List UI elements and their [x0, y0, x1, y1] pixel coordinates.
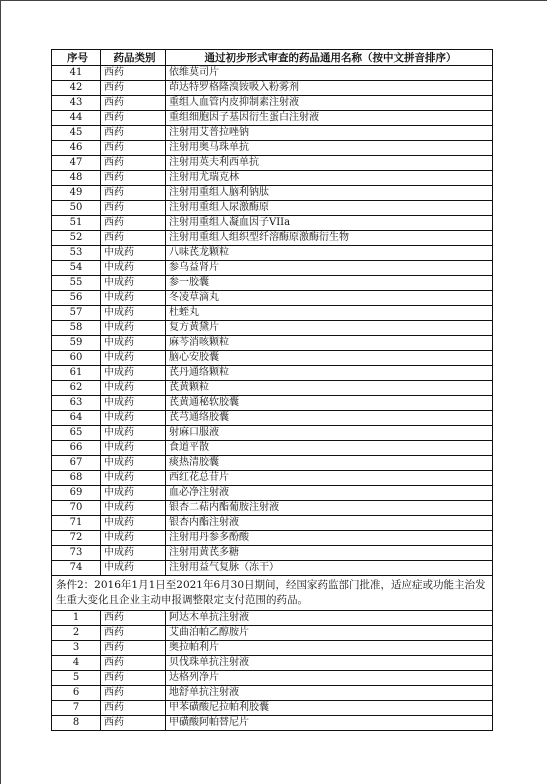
table-row [52, 81, 493, 96]
row-number: 4 [52, 656, 101, 671]
row-drug-name: 地舒单抗注射液 [166, 686, 493, 701]
table-row [52, 396, 493, 411]
row-number: 67 [52, 456, 101, 471]
row-category: 西药 [101, 186, 166, 201]
row-number: 45 [52, 126, 101, 141]
row-number: 62 [52, 381, 101, 396]
row-drug-name: 注射用奥马珠单抗 [166, 141, 493, 156]
row-number: 48 [52, 171, 101, 186]
row-category: 中成药 [101, 486, 166, 501]
row-category: 西药 [101, 701, 166, 716]
row-drug-name: 血必净注射液 [166, 486, 493, 501]
table-row [52, 501, 493, 516]
row-category: 西药 [101, 66, 166, 81]
table-row [52, 441, 493, 456]
table-row [52, 156, 493, 171]
row-category: 西药 [101, 626, 166, 641]
row-category: 西药 [101, 686, 166, 701]
row-drug-name: 贝伐珠单抗注射液 [166, 656, 493, 671]
row-category: 西药 [101, 126, 166, 141]
table-row [52, 111, 493, 126]
row-number: 2 [52, 626, 101, 641]
row-category: 中成药 [101, 426, 166, 441]
table-row [52, 126, 493, 141]
table-row [52, 336, 493, 351]
row-drug-name: 注射用重组人组织型纤溶酶原激酶衍生物 [166, 231, 493, 246]
row-drug-name: 食道平散 [166, 441, 493, 456]
row-number: 70 [52, 501, 101, 516]
row-number: 68 [52, 471, 101, 486]
table-header-row [52, 50, 493, 66]
page-left-edge [0, 0, 1, 784]
row-drug-name: 注射用重组人脑利钠肽 [166, 186, 493, 201]
row-category: 中成药 [101, 561, 166, 576]
row-category: 中成药 [101, 546, 166, 561]
table-row [52, 321, 493, 336]
row-category: 西药 [101, 716, 166, 731]
table-row [52, 626, 493, 641]
row-category: 西药 [101, 656, 166, 671]
table-row [52, 656, 493, 671]
row-category: 西药 [101, 171, 166, 186]
row-drug-name: 注射用丹参多酚酸 [166, 531, 493, 546]
table-row [52, 381, 493, 396]
row-category: 西药 [101, 81, 166, 96]
row-category: 中成药 [101, 471, 166, 486]
table-row [52, 66, 493, 81]
row-category: 中成药 [101, 306, 166, 321]
row-category: 中成药 [101, 516, 166, 531]
row-number: 54 [52, 261, 101, 276]
row-number: 64 [52, 411, 101, 426]
row-number: 8 [52, 716, 101, 731]
row-drug-name: 参乌益肾片 [166, 261, 493, 276]
row-drug-name: 银杏内酯注射液 [166, 516, 493, 531]
table-row [52, 611, 493, 626]
table-row [52, 246, 493, 261]
row-drug-name: 芪黄颗粒 [166, 381, 493, 396]
table-row [52, 411, 493, 426]
page-top-edge [0, 0, 547, 1]
row-drug-name: 注射用英夫利西单抗 [166, 156, 493, 171]
row-number: 3 [52, 641, 101, 656]
table-row [52, 261, 493, 276]
row-category: 中成药 [101, 366, 166, 381]
table-row [52, 546, 493, 561]
table-row [52, 561, 493, 576]
table-body-condition-2 [52, 611, 493, 731]
row-category: 西药 [101, 611, 166, 626]
row-number: 73 [52, 546, 101, 561]
row-drug-name: 重组细胞因子基因衍生蛋白注射液 [166, 111, 493, 126]
row-drug-name: 注射用尤瑞克林 [166, 171, 493, 186]
row-drug-name: 甲磺酸阿帕替尼片 [166, 716, 493, 731]
row-drug-name: 芪芎通络胶囊 [166, 411, 493, 426]
table-row [52, 141, 493, 156]
row-category: 中成药 [101, 321, 166, 336]
row-category: 西药 [101, 96, 166, 111]
table-row [52, 516, 493, 531]
table-row [52, 351, 493, 366]
row-category: 中成药 [101, 531, 166, 546]
row-category: 西药 [101, 671, 166, 686]
table-row [52, 701, 493, 716]
row-drug-name: 复方黄黛片 [166, 321, 493, 336]
row-category: 西药 [101, 156, 166, 171]
row-number: 59 [52, 336, 101, 351]
row-drug-name: 杜蛭丸 [166, 306, 493, 321]
condition-note-row [52, 576, 493, 611]
table-row [52, 641, 493, 656]
row-number: 65 [52, 426, 101, 441]
row-drug-name: 注射用重组人凝血因子VIIa [166, 216, 493, 231]
row-category: 西药 [101, 216, 166, 231]
row-number: 6 [52, 686, 101, 701]
row-number: 52 [52, 231, 101, 246]
table-row [52, 671, 493, 686]
row-number: 66 [52, 441, 101, 456]
row-number: 53 [52, 246, 101, 261]
drug-list-table [51, 49, 493, 731]
row-number: 1 [52, 611, 101, 626]
row-number: 46 [52, 141, 101, 156]
row-number: 41 [52, 66, 101, 81]
table-row [52, 186, 493, 201]
header-category: 药品类别 [101, 50, 166, 66]
header-number: 序号 [52, 50, 101, 66]
row-drug-name: 注射用重组人尿激酶原 [166, 201, 493, 216]
table-row [52, 96, 493, 111]
table-row [52, 716, 493, 731]
row-number: 57 [52, 306, 101, 321]
row-drug-name: 注射用艾普拉唑钠 [166, 126, 493, 141]
table-body-condition-1 [52, 66, 493, 576]
row-number: 50 [52, 201, 101, 216]
row-drug-name: 八味芪龙颗粒 [166, 246, 493, 261]
table-row [52, 686, 493, 701]
row-drug-name: 参一胶囊 [166, 276, 493, 291]
row-drug-name: 依维莫司片 [166, 66, 493, 81]
table-row [52, 426, 493, 441]
row-category: 西药 [101, 201, 166, 216]
row-category: 中成药 [101, 246, 166, 261]
row-number: 55 [52, 276, 101, 291]
row-number: 74 [52, 561, 101, 576]
row-drug-name: 痰热清胶囊 [166, 456, 493, 471]
table-row [52, 201, 493, 216]
row-category: 中成药 [101, 381, 166, 396]
row-category: 西药 [101, 141, 166, 156]
row-category: 中成药 [101, 396, 166, 411]
row-number: 7 [52, 701, 101, 716]
condition-2-section [52, 576, 493, 611]
row-drug-name: 脑心安胶囊 [166, 351, 493, 366]
table-row [52, 231, 493, 246]
row-category: 中成药 [101, 441, 166, 456]
table-row [52, 366, 493, 381]
row-number: 42 [52, 81, 101, 96]
row-drug-name: 注射用黄芪多糖 [166, 546, 493, 561]
row-drug-name: 注射用益气复脉（冻干） [166, 561, 493, 576]
row-number: 63 [52, 396, 101, 411]
row-category: 中成药 [101, 291, 166, 306]
row-number: 51 [52, 216, 101, 231]
row-category: 中成药 [101, 411, 166, 426]
row-category: 西药 [101, 641, 166, 656]
row-drug-name: 阿达木单抗注射液 [166, 611, 493, 626]
row-drug-name: 射麻口服液 [166, 426, 493, 441]
table-row [52, 291, 493, 306]
row-drug-name: 达格列净片 [166, 671, 493, 686]
row-drug-name: 芪丹通络颗粒 [166, 366, 493, 381]
condition-note: 条件2：2016年1月1日至2021年6月30日期间，经国家药监部门批准，适应症或功能主治发生重大变化且企业主动申报调整限定支付范围的药品。 [52, 576, 493, 611]
row-category: 西药 [101, 111, 166, 126]
row-category: 西药 [101, 231, 166, 246]
row-number: 69 [52, 486, 101, 501]
row-number: 61 [52, 366, 101, 381]
row-drug-name: 麻芩消咳颗粒 [166, 336, 493, 351]
header-drug-name: 通过初步形式审查的药品通用名称（按中文拼音排序） [166, 50, 493, 66]
table-row [52, 471, 493, 486]
row-number: 47 [52, 156, 101, 171]
table-row [52, 486, 493, 501]
table-row [52, 276, 493, 291]
row-drug-name: 重组人血管内皮抑制素注射液 [166, 96, 493, 111]
row-number: 58 [52, 321, 101, 336]
row-category: 中成药 [101, 501, 166, 516]
row-number: 43 [52, 96, 101, 111]
row-category: 中成药 [101, 336, 166, 351]
row-drug-name: 芪黄通秘软胶囊 [166, 396, 493, 411]
row-drug-name: 西红花总苷片 [166, 471, 493, 486]
row-number: 5 [52, 671, 101, 686]
row-category: 中成药 [101, 276, 166, 291]
row-drug-name: 茚达特罗格隆溴铵吸入粉雾剂 [166, 81, 493, 96]
row-number: 72 [52, 531, 101, 546]
row-number: 56 [52, 291, 101, 306]
row-drug-name: 银杏二萜内酯葡胺注射液 [166, 501, 493, 516]
row-category: 中成药 [101, 261, 166, 276]
table-row [52, 171, 493, 186]
row-number: 60 [52, 351, 101, 366]
table-row [52, 216, 493, 231]
row-number: 71 [52, 516, 101, 531]
row-drug-name: 甲苯磺酸尼拉帕利胶囊 [166, 701, 493, 716]
table-row [52, 306, 493, 321]
row-drug-name: 冬凌草滴丸 [166, 291, 493, 306]
row-number: 44 [52, 111, 101, 126]
row-drug-name: 奥拉帕利片 [166, 641, 493, 656]
row-number: 49 [52, 186, 101, 201]
table-row [52, 456, 493, 471]
row-drug-name: 艾曲泊帕乙醇胺片 [166, 626, 493, 641]
table-row [52, 531, 493, 546]
row-category: 中成药 [101, 456, 166, 471]
row-category: 中成药 [101, 351, 166, 366]
